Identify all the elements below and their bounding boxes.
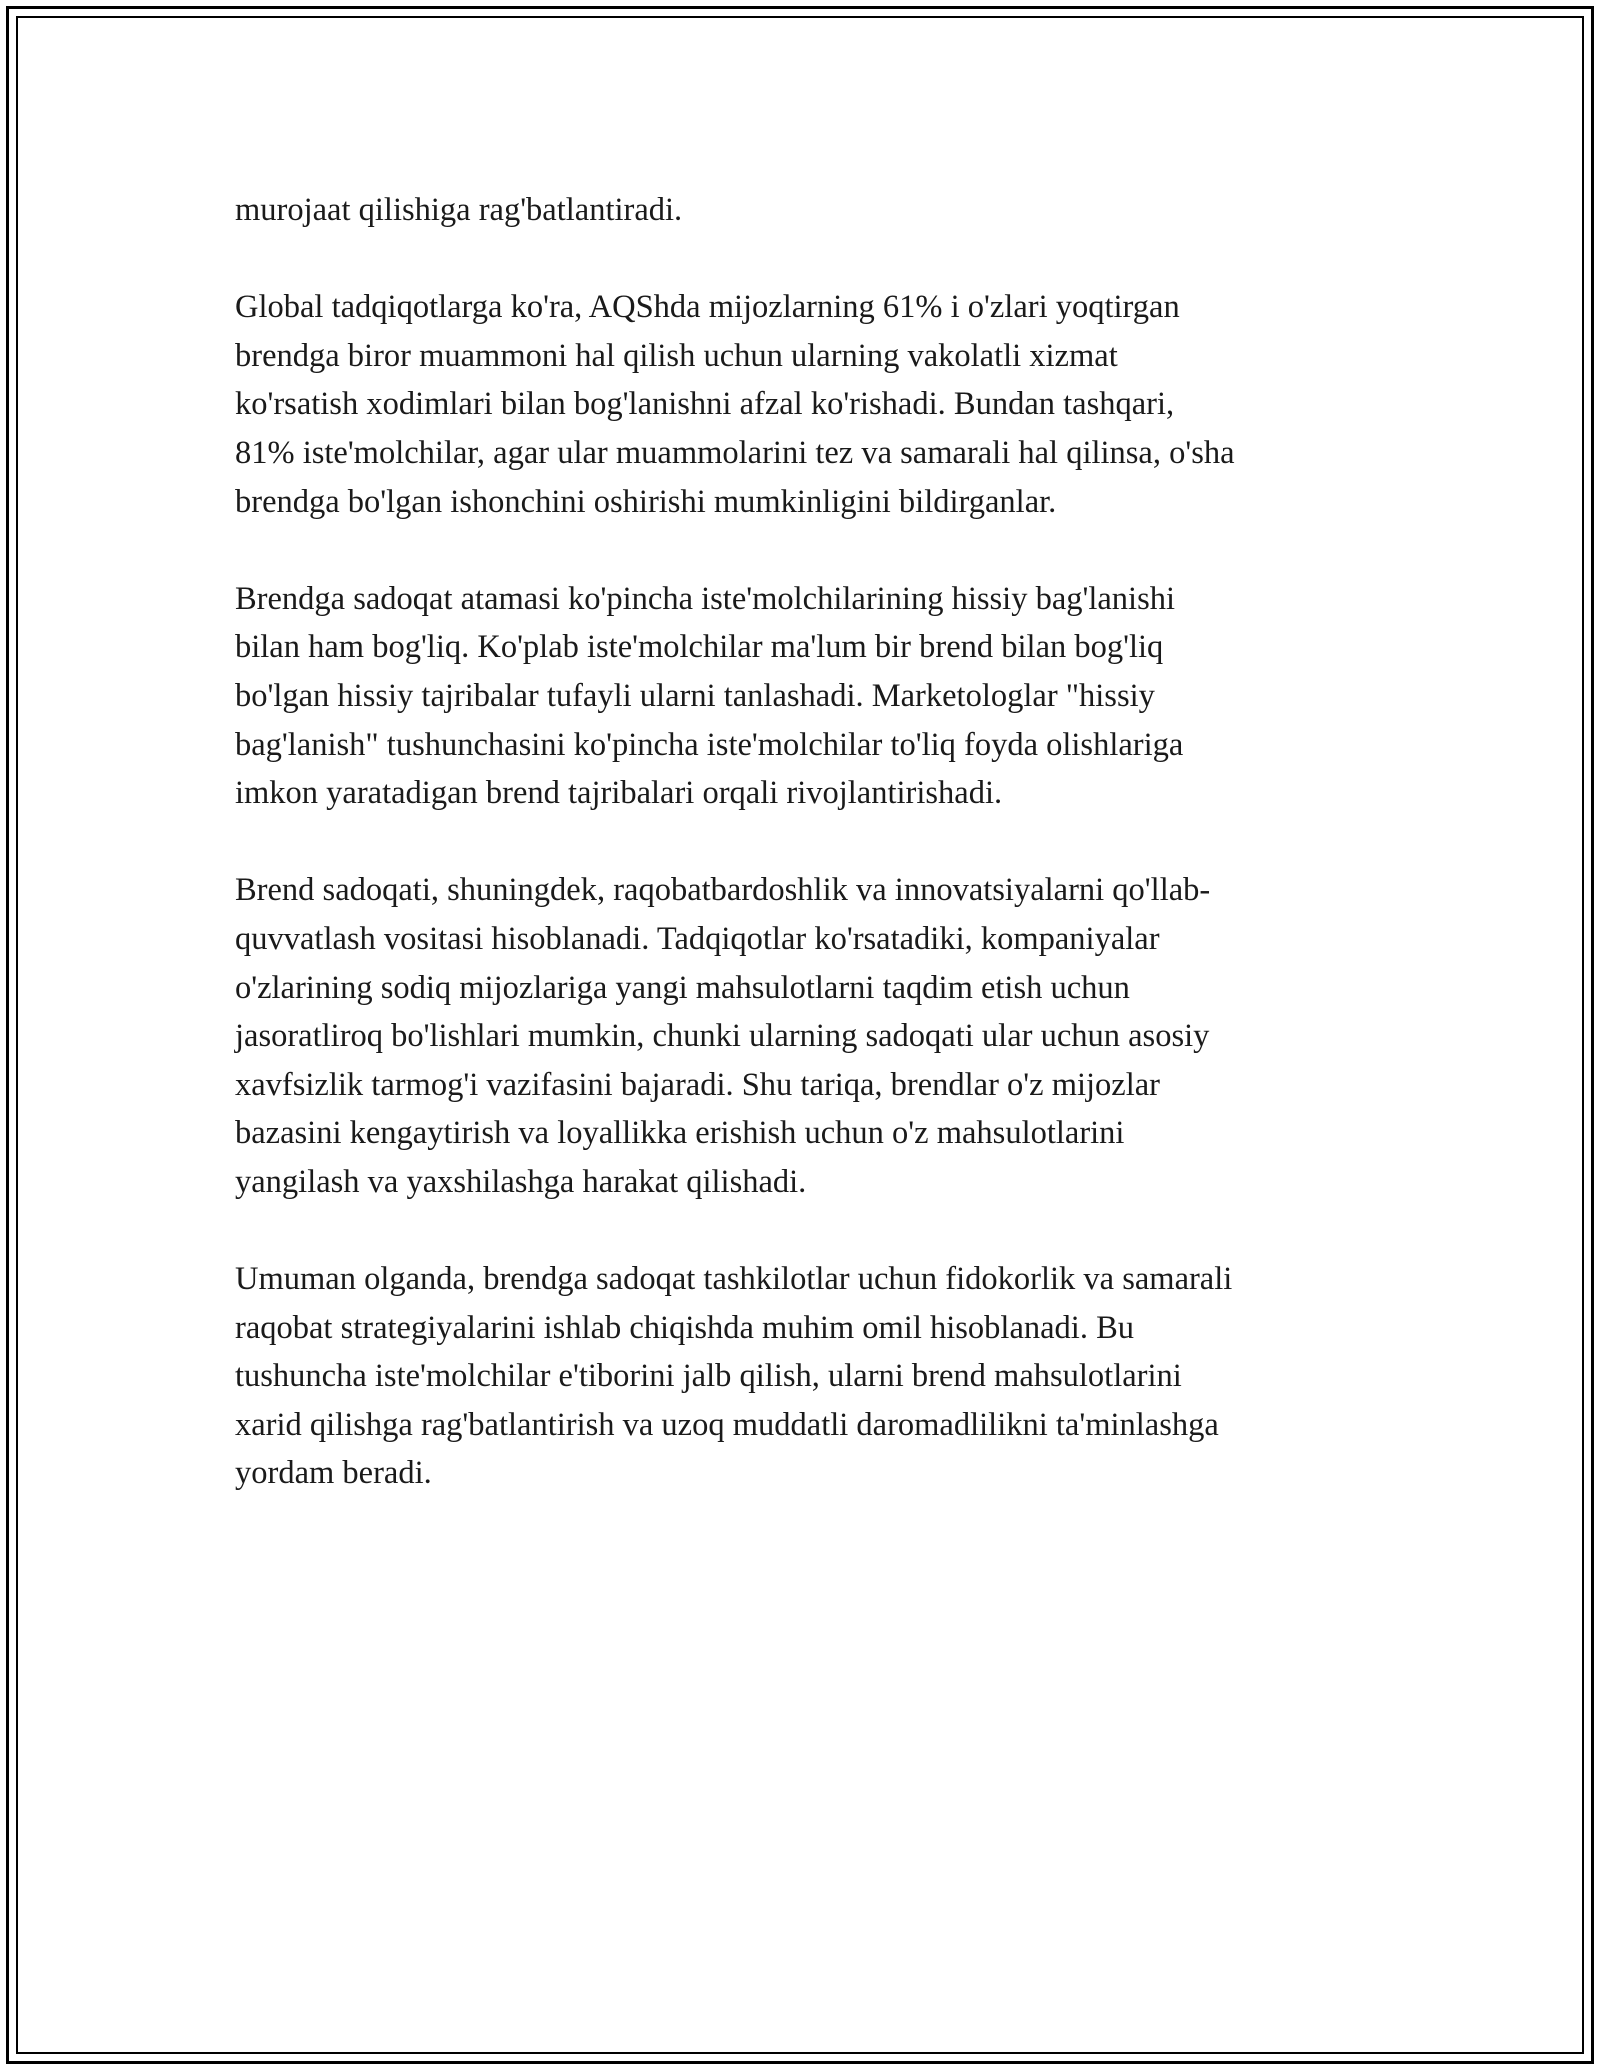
text-line: jasoratliroq bo'lishlari mumkin, chunki ularning sadoqati ular uchun asosiy (235, 1018, 1210, 1055)
paragraph-1 (235, 186, 1405, 235)
text-line: quvvatlash vositasi hisoblanadi. Tadqiqotlar ko'rsatadiki, kompaniyalar (235, 920, 1160, 957)
paragraph-2 (235, 283, 1405, 526)
paragraph-4 (235, 866, 1405, 1206)
text-line: 81% iste'molchilar, agar ular muammolarini tez va samarali hal qilinsa, o'sha (235, 434, 1235, 471)
text-line: xarid qilishga rag'batlantirish va uzoq muddatli daromadlilikni ta'minlashga (235, 1406, 1219, 1443)
text-line: ko'rsatish xodimlari bilan bog'lanishni afzal ko'rishadi. Bundan tashqari, (235, 386, 1175, 423)
text-line: bazasini kengaytirish va loyallikka erishish uchun o'z mahsulotlarini (235, 1115, 1125, 1152)
paragraph-5 (235, 1255, 1405, 1498)
text-line: raqobat strategiyalarini ishlab chiqishda muhim omil hisoblanadi. Bu (235, 1309, 1135, 1346)
text-line: bo'lgan hissiy tajribalar tufayli ularni tanlashadi. Marketologlar "hissiy (235, 677, 1155, 714)
text-line: imkon yaratadigan brend tajribalari orqali rivojlantirishadi. (235, 775, 1003, 812)
text-line: tushuncha iste'molchilar e'tiborini jalb qilish, ularni brend mahsulotlarini (235, 1358, 1182, 1395)
text-line: brendga bo'lgan ishonchini oshirishi mumkinligini bildirganlar. (235, 483, 1057, 520)
text-line: murojaat qilishiga rag'batlantiradi. (235, 192, 683, 228)
text-line: brendga biror muammoni hal qilish uchun ularning vakolatli xizmat (235, 337, 1118, 374)
text-line: Umuman olganda, brendga sadoqat tashkilotlar uchun fidokorlik va samarali (235, 1261, 1233, 1298)
text-line: bilan ham bog'liq. Ko'plab iste'molchilar ma'lum bir brend bilan bog'liq (235, 629, 1164, 666)
text-line: yangilash va yaxshilashga harakat qilishadi. (235, 1163, 807, 1200)
text-line: xavfsizlik tarmog'i vazifasini bajaradi. Shu tariqa, brendlar o'z mijozlar (235, 1066, 1160, 1103)
text-line: Brendga sadoqat atamasi ko'pincha iste'molchilarining hissiy bag'lanishi (235, 580, 1176, 617)
paragraph-3 (235, 575, 1405, 818)
text-line: yordam beradi. (235, 1455, 432, 1492)
text-line: o'zlarining sodiq mijozlariga yangi mahsulotlarni taqdim etish uchun (235, 969, 1130, 1006)
text-line: bag'lanish" tushunchasini ko'pincha iste'molchilar to'liq foyda olishlariga (235, 726, 1184, 763)
document-body (235, 186, 1405, 1547)
text-line: Brend sadoqati, shuningdek, raqobatbardoshlik va innovatsiyalarni qo'llab- (235, 872, 1211, 909)
text-line: Global tadqiqotlarga ko'ra, AQShda mijozlarning 61% i o'zlari yoqtirgan (235, 289, 1180, 326)
